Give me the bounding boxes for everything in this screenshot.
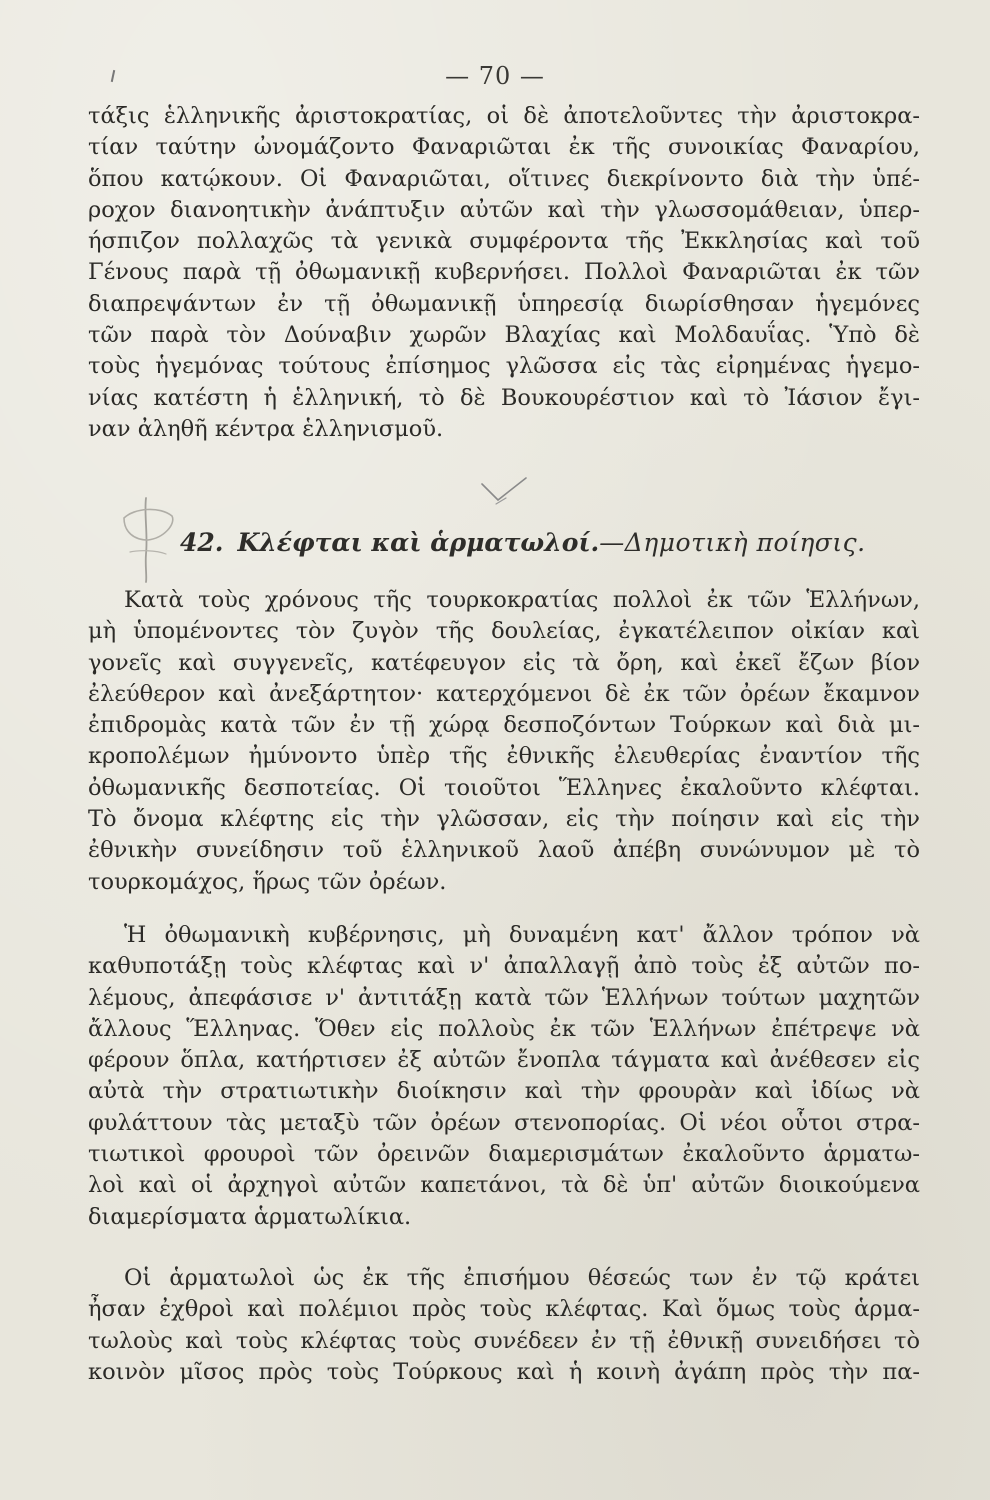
- text-line: διαπρεψάντων ἐν τῇ ὀθωμανικῇ ὑπηρεσίᾳ διωρίσθησαν ἡγεμόνες: [88, 290, 920, 317]
- text-line: Γένους παρὰ τῇ ὀθωμανικῇ κυβερνήσει. Πολλοὶ Φαναριῶται ἐκ τῶν: [88, 259, 920, 286]
- section-heading: [180, 528, 866, 557]
- text-line: φέρουν ὅπλα, κατήρτισεν ἐξ αὐτῶν ἔνοπλα τάγματα καὶ ἀνέθεσεν εἰς: [88, 1047, 920, 1074]
- text-line: φυλάττουν τὰς μεταξὺ τῶν ὀρέων στενοπορίας. Οἱ νέοι οὗτοι στρα-: [88, 1109, 920, 1136]
- text-line: γονεῖς καὶ συγγενεῖς, κατέφευγον εἰς τὰ ὄρη, καὶ ἐκεῖ ἔζων βίον: [88, 649, 920, 676]
- text-line: Κατὰ τοὺς χρόνους τῆς τουρκοκρατίας πολλοὶ ἐκ τῶν Ἑλλήνων,: [124, 587, 920, 613]
- text-line: λέμους, ἀπεφάσισε ν' ἀντιτάξῃ κατὰ τῶν Ἑλλήνων τούτων μαχητῶν: [88, 984, 920, 1011]
- page-number: — 70 —: [445, 62, 545, 90]
- section-title: Κλέφται καὶ ἁρματωλοί.: [237, 528, 600, 557]
- text-line: ἐθνικὴν συνείδησιν τοῦ ἑλληνικοῦ λαοῦ ἀπέβη συνώνυμον μὲ τὸ: [88, 837, 920, 864]
- text-line: ὅπου κατῴκουν. Οἱ Φαναριῶται, οἵτινες διεκρίνοντο διὰ τὴν ὑπέ-: [88, 165, 920, 192]
- text-line: κοινὸν μῖσος πρὸς τοὺς Τούρκους καὶ ἡ κοινὴ ἀγάπη πρὸς τὴν πα-: [88, 1358, 920, 1385]
- section-number: 42.: [180, 528, 224, 557]
- paragraph-phanariots: [88, 101, 920, 445]
- text-line: μὴ ὑπομένοντες τὸν ζυγὸν τῆς δουλείας, ἐγκατέλειπον οἰκίαν καὶ: [88, 618, 920, 645]
- text-line: ἄλλους Ἕλληνας. Ὅθεν εἰς πολλοὺς ἐκ τῶν Ἑλλήνων ἐπέτρεψε νὰ: [88, 1015, 920, 1042]
- text-line: τωλοὺς καὶ τοὺς κλέφτας τοὺς συνέδεεν ἐν τῇ ἐθνικῇ συνειδήσει τὸ: [88, 1327, 920, 1354]
- pencil-margin-scribble: [116, 494, 186, 584]
- text-line: ναν ἀληθῆ κέντρα ἑλληνισμοῦ.: [88, 415, 444, 442]
- paragraph-klephts: [88, 585, 920, 898]
- text-line: λοὶ καὶ οἱ ἀρχηγοὶ αὐτῶν καπετάνοι, τὰ δὲ ὑπ' αὐτῶν διοικούμενα: [88, 1172, 920, 1199]
- text-line: τίαν ταύτην ὠνομάζοντο Φαναριῶται ἐκ τῆς συνοικίας Φαναρίου,: [88, 134, 920, 161]
- text-line: τοὺς ἡγεμόνας τούτους ἐπίσημος γλῶσσα εἰς τὰς εἰρημένας ἡγεμο-: [88, 353, 920, 380]
- text-line: Οἱ ἁρματωλοὶ ὡς ἐκ τῆς ἐπισήμου θέσεώς των ἐν τῷ κράτει: [124, 1265, 920, 1291]
- text-line: ροχον διανοητικὴν ἀνάπτυξιν αὐτῶν καὶ τὴν γλωσσομάθειαν, ὑπερ-: [88, 196, 920, 223]
- text-line: αὐτὰ τὴν στρατιωτικὴν διοίκησιν καὶ τὴν φρουρὰν καὶ ἰδίως νὰ: [88, 1078, 920, 1105]
- section-subtitle: —Δημοτικὴ ποίησις.: [599, 528, 866, 557]
- text-line: ὀθωμανικῆς δεσποτείας. Οἱ τοιοῦτοι Ἕλληνες ἐκαλοῦντο κλέφται.: [88, 774, 920, 801]
- text-line: διαμερίσματα ἁρματωλίκια.: [88, 1203, 412, 1230]
- paragraph-armatoloi: [88, 920, 920, 1233]
- text-line: Τὸ ὄνομα κλέφτης εἰς τὴν γλῶσσαν, εἰς τὴν ποίησιν καὶ εἰς τὴν: [88, 806, 920, 833]
- text-line: τάξις ἑλληνικῆς ἀριστοκρατίας, οἱ δὲ ἀποτελοῦντες τὴν ἀριστοκρα-: [88, 103, 920, 129]
- text-line: Ἡ ὀθωμανικὴ κυβέρνησις, μὴ δυναμένη κατ' ἄλλον τρόπον νὰ: [124, 922, 920, 948]
- text-line: τῶν παρὰ τὸν Δούναβιν χωρῶν Βλαχίας καὶ Μολδαυΐας. Ὑπὸ δὲ: [88, 322, 920, 349]
- pencil-check-mark: [476, 474, 536, 514]
- text-line: καθυποτάξῃ τοὺς κλέφτας καὶ ν' ἀπαλλαγῇ ἀπὸ τοὺς ἐξ αὐτῶν πο-: [88, 953, 920, 980]
- text-line: νίας κατέστη ἡ ἑλληνική, τὸ δὲ Βουκουρέστιον καὶ τὸ Ἰάσιον ἔγι-: [88, 384, 920, 411]
- text-line: ἐλεύθερον καὶ ἀνεξάρτητον· κατερχόμενοι δὲ ἐκ τῶν ὀρέων ἔκαμνον: [88, 680, 920, 707]
- text-line: ήσπιζον πολλαχῶς τὰ γενικὰ συμφέροντα τῆς Ἐκκλησίας καὶ τοῦ: [88, 228, 920, 255]
- text-line: κροπολέμων ἠμύνοντο ὑπὲρ τῆς ἐθνικῆς ἐλευθερίας ἐναντίον τῆς: [88, 743, 920, 770]
- text-line: τιωτικοὶ φρουροὶ τῶν ὀρεινῶν διαμερισμάτων ἐκαλοῦντο ἁρματω-: [88, 1141, 920, 1168]
- text-line: τουρκομάχος, ἥρως τῶν ὀρέων.: [88, 868, 447, 895]
- text-line: ἐπιδρομὰς κατὰ τῶν ἐν τῇ χώρᾳ δεσποζόντων Τούρκων καὶ διὰ μι-: [88, 712, 920, 739]
- text-line: ἦσαν ἐχθροὶ καὶ πολέμιοι πρὸς τοὺς κλέφτας. Καὶ ὅμως τοὺς ἁρμα-: [88, 1296, 920, 1323]
- paragraph-common-hatred: [88, 1263, 920, 1388]
